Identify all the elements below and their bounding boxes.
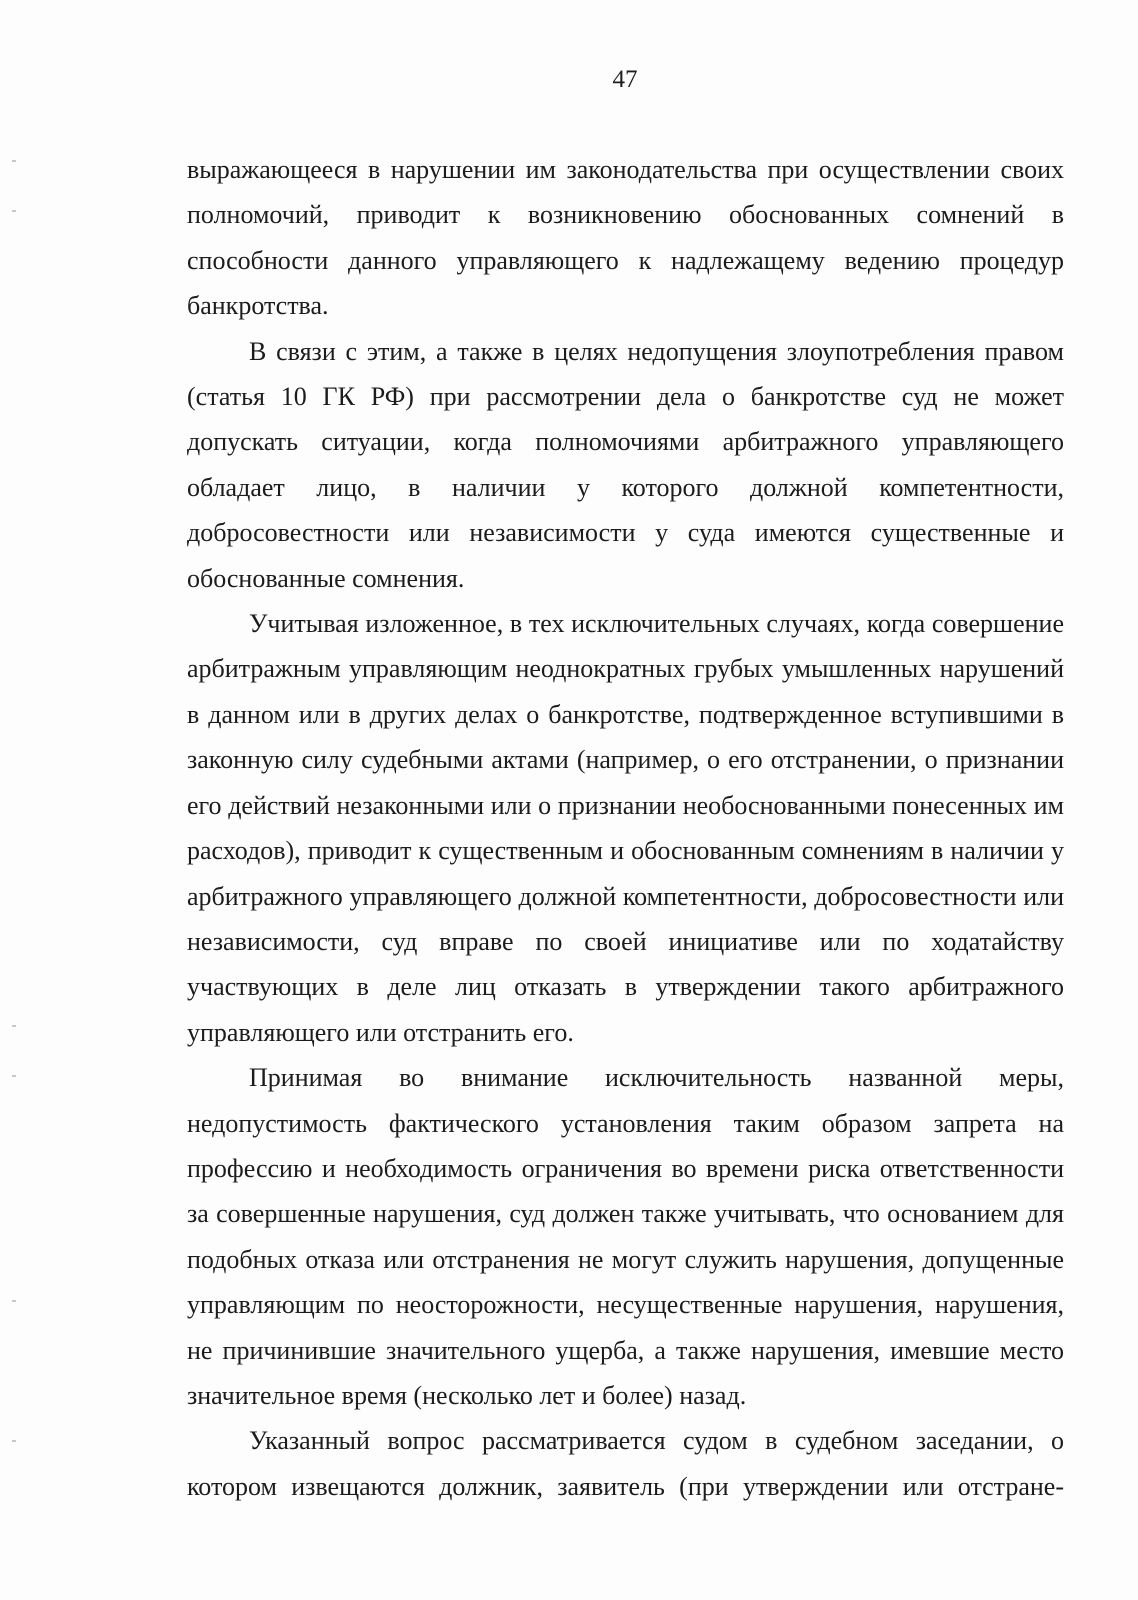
- scan-margin-mark: [12, 210, 16, 212]
- paragraph-continuation: выражающееся в нарушении им законодательства при осуществлении своих полномочий, приводит к возникновению обоснованных сомнений в способности данного управляющего к надлежащему ведению процедур банкротства.: [187, 155, 1064, 321]
- scan-margin-mark: [12, 1300, 16, 1302]
- page-number: 47: [612, 66, 638, 93]
- paragraph: Принимая во внимание исключительность названной меры, недопустимость фактического установления таким образом запрета на профессию и необходимость ограничения во времени риска ответственности за совершенные нарушения, суд должен также учитывать, что основанием для подобных отказа или отстранения не могут служить нарушения, допущенные управляющим по неосторожности, несущественные нарушения, нарушения, не причинившие значительного ущерба, а также нарушения, имевшие место значительное время (несколько лет и более) назад.: [187, 1063, 1064, 1410]
- paragraph: В связи с этим, а также в целях недопущения злоупотребления правом (статья 10 ГК РФ) при рассмотрении дела о банкротстве суд не может допускать ситуации, когда полномочиями арбитражного управляющего обладает лицо, в наличии у которого должной компетентности, добросовестности или независимости у суда имеются существенные и обоснованные сомнения.: [187, 336, 1064, 593]
- paragraph: Учитывая изложенное, в тех исключительных случаях, когда совершение арбитражным управляющим неоднократных грубых умышленных нарушений в данном или в других делах о банкротстве, подтвержденное вступившими в законную силу судебными актами (например, о его отстранении, о признании его действий незаконными или о признании необоснованными понесенных им расходов), приводит к существенным и обоснованным сомнениям в наличии у арбитражного управляющего должной компетентности, добросовестности или независимости, суд вправе по своей инициативе или по ходатайству участвующих в деле лиц отказать в утверждении такого арбитражного управляющего или отстранить его.: [187, 609, 1064, 1047]
- scan-margin-mark: [12, 1440, 16, 1442]
- scan-margin-mark: [12, 160, 16, 162]
- scan-margin-mark: [12, 1025, 16, 1027]
- document-body: [187, 147, 1064, 1509]
- scan-margin-mark: [12, 1075, 16, 1077]
- paragraph-continues-next-page: Указанный вопрос рассматривается судом в судебном заседании, о котором извещаются должник, заявитель (при утверждении или отстране-: [187, 1426, 1064, 1501]
